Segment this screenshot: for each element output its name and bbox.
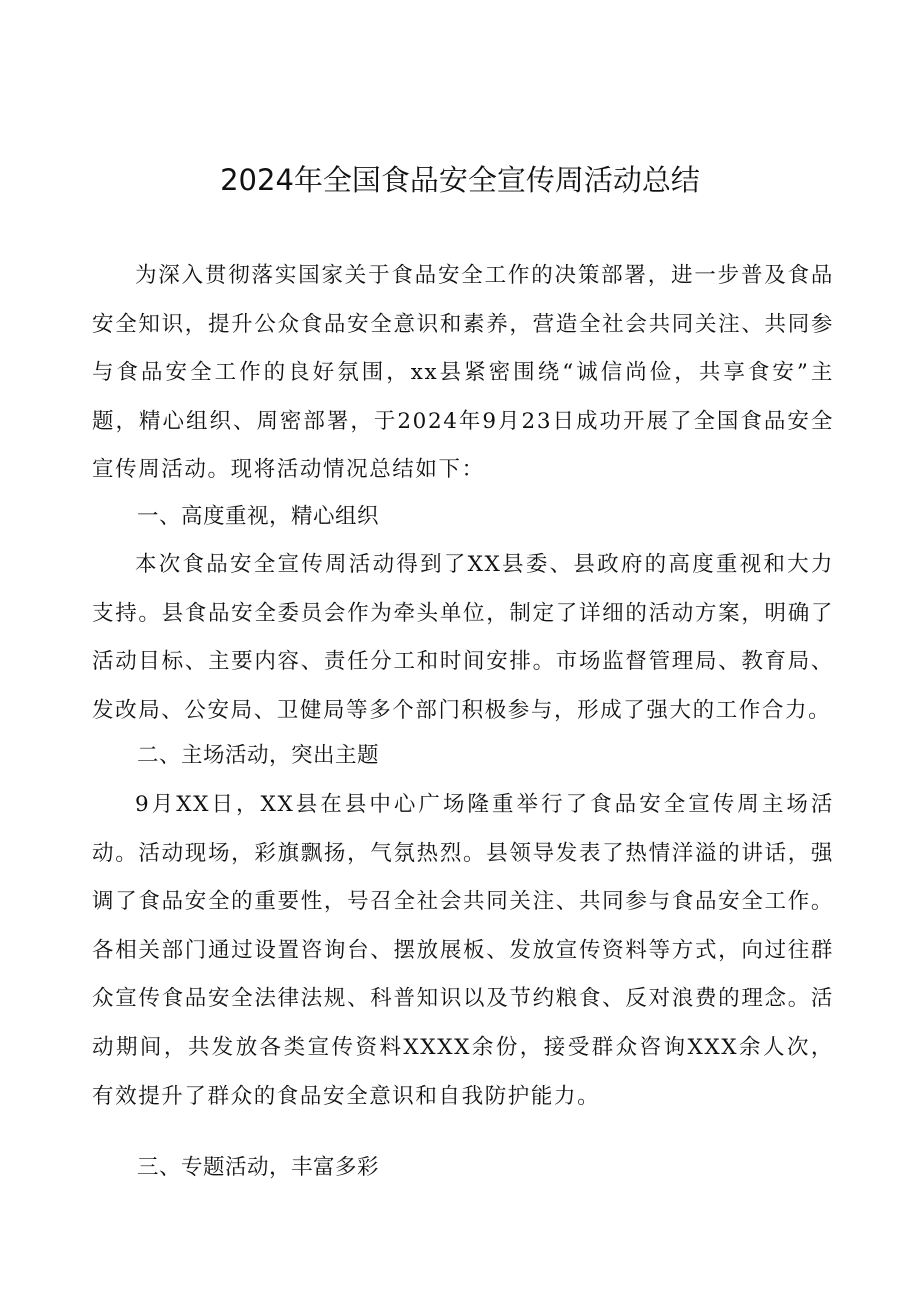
section-body-1: 本次食品安全宣传周活动得到了XX县委、县政府的高度重视和大力支持。县食品安全委员会作为牵头单位，制定了详细的活动方案，明确了活动目标、主要内容、责任分工和时间安排。市场监督管理局、教育局、发改局、公安局、卫健局等多个部门积极参与，形成了强大的工作合力。 — [92, 552, 834, 723]
intro-paragraph: 为深入贯彻落实国家关于食品安全工作的决策部署，进一步普及食品安全知识，提升公众食品安全意识和素养，营造全社会共同关注、共同参与食品安全工作的良好氛围，xx县紧密围绕“诚信尚俭，共享食安”主题，精心组织、周密部署，于2024年9月23日成功开展了全国食品安全宣传周活动。现将活动情况总结如下： — [92, 263, 834, 483]
section-body-2: 9月XX日，XX县在县中心广场隆重举行了食品安全宣传周主场活动。活动现场，彩旗飘扬，气氛热烈。县领导发表了热情洋溢的讲话，强调了食品安全的重要性，号召全社会共同关注、共同参与食品安全工作。各相关部门通过设置咨询台、摆放展板、发放宣传资料等方式，向过往群众宣传食品安全法律法规、科普知识以及节约粮食、反对浪费的理念。活动期间，共发放各类宣传资料XXXX余份，接受群众咨询XXX余人次，有效提升了群众的食品安全意识和自我防护能力。 — [92, 792, 834, 1109]
section-heading-2: 二、主场活动，突出主题 — [137, 743, 380, 768]
document-title: 2024年全国食品安全宣传周活动总结 — [220, 163, 700, 197]
section-heading-3: 三、专题活动，丰富多彩 — [137, 1155, 380, 1180]
section-heading-1: 一、高度重视，精心组织 — [137, 504, 380, 529]
